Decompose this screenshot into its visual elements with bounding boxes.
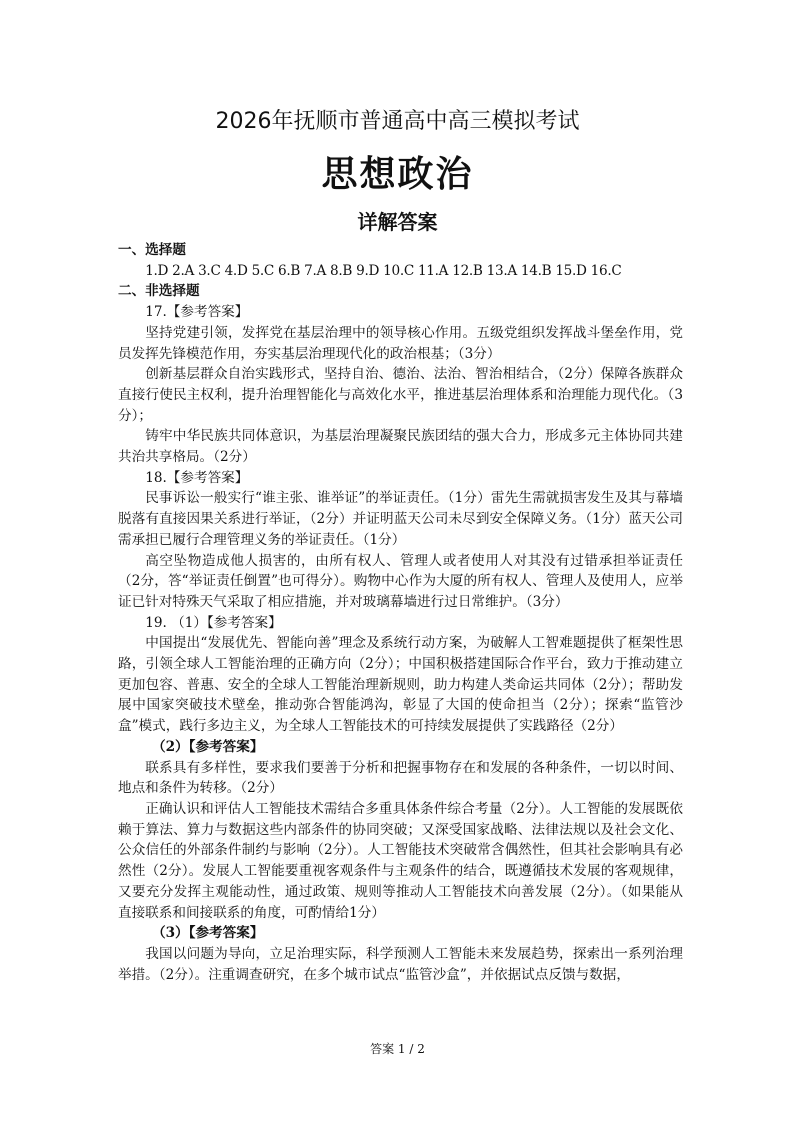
q19-3-label: （3）【参考答案】 — [152, 925, 264, 942]
q17-label: 17.【参考答案】 — [145, 304, 249, 321]
q19-2-label: （2）【参考答案】 — [152, 738, 264, 755]
page-footer: 答案 1 / 2 — [370, 1042, 425, 1056]
q19-1-paragraph: 中国提出“发展优先、智能向善”理念及系统行动方案，为破解人工智难题提供了框架性思路，引领全球人工智能治理的正确方向（2分）；中国积极搭建国际合作平台，致力于推动建立更加包容、普惠、安全的全球人工智能治理新规则，助力构建人类命运共同体（2分）；帮助发展中国家突破技术壁垒，推动弥合智能鸿沟，彰显了大国的使命担当（2分）；探索“监管沙盒”模式，践行多边主义，为全球人工智能技术的可持续发展提供了实践路径（2分） — [118, 635, 683, 735]
q17-paragraph: 铸牢中华民族共同体意识，为基层治理凝聚民族团结的强大合力，形成多元主体协同共建共治共享格局。（2分） — [118, 428, 683, 466]
choice-answers: 1.D 2.A 3.C 4.D 5.C 6.B 7.A 8.B 9.D 10.C 11.A 12.B 13.A 14.B 15.D 16.C — [145, 262, 622, 279]
exam-title: 2026年抚顺市普通高中高三模拟考试 — [215, 109, 580, 134]
q18-paragraph: 民事诉讼一般实行“谁主张、谁举证”的举证责任。（1分）雷先生需就损害发生及其与幕墙脱落有直接因果关系进行举证，（2分）并证明蓝天公司未尽到安全保障义务。（1分）蓝天公司需承担已履行合理管理义务的举证责任。（1分） — [118, 490, 683, 548]
section-heading-choice: 一、选择题 — [118, 242, 186, 258]
answer-body — [118, 240, 683, 985]
q18-label: 18.【参考答案】 — [145, 469, 249, 486]
subject-title: 思想政治 — [321, 154, 474, 195]
q19-2-paragraph: 联系具有多样性，要求我们要善于分析和把握事物存在和发展的各种条件，一切以时间、地点和条件为转移。（2分） — [118, 759, 683, 797]
subtitle: 详解答案 — [357, 210, 438, 234]
q17-paragraph: 坚持党建引领，发挥党在基层治理中的领导核心作用。五级党组织发挥战斗堡垒作用，党员发挥先锋模范作用，夯实基层治理现代化的政治根基；（3分） — [118, 324, 683, 362]
q18-paragraph: 高空坠物造成他人损害的，由所有权人、管理人或者使用人对其没有过错承担举证责任（2分，答“举证责任倒置”也可得分）。购物中心作为大厦的所有权人、管理人及使用人，应举证已针对特殊天气采取了相应措施，并对玻璃幕墙进行过日常维护。（3分） — [118, 552, 683, 610]
q19-2-paragraph: 正确认识和评估人工智能技术需结合多重具体条件综合考量（2分）。人工智能的发展既依赖于算法、算力与数据这些内部条件的协同突破；又深受国家战略、法律法规以及社会文化、公众信任的外部条件制约与影响（2分）。人工智能技术突破常含偶然性，但其社会影响具有必然性（2分）。发展人工智能要重视客观条件与主观条件的结合，既遵循技术发展的客观规律，又要充分发挥主观能动性，通过政策、规则等推动人工智能技术向善发展（2分）。（如果能从直接联系和间接联系的角度，可酌情给1分） — [118, 800, 683, 921]
q19-3-paragraph: 我国以问题为导向，立足治理实际，科学预测人工智能未来发展趋势，探索出一系列治理举措。（2分）。注重调查研究，在多个城市试点“监管沙盒”，并依据试点反馈与数据， — [118, 945, 683, 983]
section-heading-nonchoice: 二、非选择题 — [118, 283, 200, 300]
q19-1-label: 19. （1）【参考答案】 — [145, 614, 282, 631]
q17-paragraph: 创新基层群众自治实践形式，坚持自治、德治、法治、智治相结合，（2分）保障各族群众直接行使民主权利，提升治理智能化与高效化水平，推进基层治理体系和治理能力现代化。（3分）； — [118, 366, 683, 424]
